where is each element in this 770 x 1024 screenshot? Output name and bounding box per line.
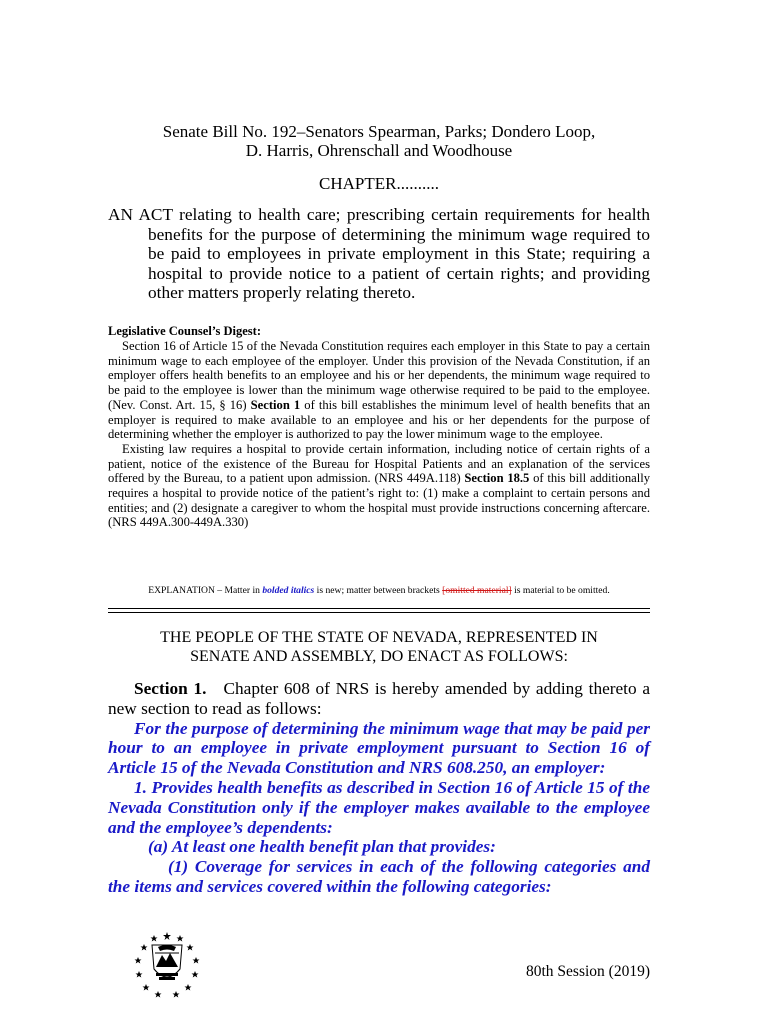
enacting-clause-line-1: THE PEOPLE OF THE STATE OF NEVADA, REPRESENTED IN: [160, 629, 598, 646]
enacting-clause: [108, 628, 650, 666]
section-1-intro: [108, 679, 650, 719]
section-1-subparagraph-1: (1) Coverage for services in each of the following categories and the items and services covered within the following categories:: [108, 857, 650, 896]
digest-body: [108, 339, 650, 530]
section-1-paragraph-a: (a) At least one health benefit plan that provides:: [148, 837, 496, 857]
section-1-label: Section 1.: [134, 679, 207, 698]
section-1-intro-text: Chapter 608 of NRS is hereby amended by adding thereto a new section to read as follows:: [108, 679, 650, 718]
digest-p1-text-b: of this bill establishes the minimum level of health benefits that an employer is required to make available to an employee and his or her dependents for the purpose of determining whether the employer is authorized to pay the lower minimum wage to the employee.: [108, 397, 651, 442]
digest-p1-bold: Section 1: [250, 397, 301, 412]
session-label: 80th Session (2019): [526, 963, 650, 980]
digest-p1-text-a: Section 16 of Article 15 of the Nevada Constitution requires each employer in this State to pay a certain minimum wage to each employee of the employer. Under this provision of the Nevada Constitution, if an employer offers health benefits to an employee and his or her dependents, the minimum wage required to be paid to the employee is lower than the minimum wage otherwise required to be paid to the employee. (Nev. Const. Art. 15, § 16): [108, 339, 650, 412]
bill-heading-line-2: D. Harris, Ohrenschall and Woodhouse: [245, 141, 513, 160]
section-1-subsection-1: 1. Provides health benefits as described in Section 16 of Article 15 of the Nevada Constitution only if the employer makes available to the employee and the employee’s dependents:: [108, 777, 650, 837]
explanation-note: [108, 585, 650, 597]
explanation-prefix: EXPLANATION – Matter in: [148, 585, 263, 596]
enacting-clause-line-2: SENATE AND ASSEMBLY, DO ENACT AS FOLLOWS:: [190, 648, 568, 665]
digest-p2-text-b: of this bill additionally requires a hospital to provide notice of the patient’s right to: (1) make a complaint to certain persons and entities; and (2) designate a caregiver to whom the hospital must provide instructions concerning aftercare. (NRS 449A.300-449A.330): [108, 471, 650, 530]
nevada-state-seal-icon: [132, 929, 202, 999]
explanation-omit-term: [omitted material]: [442, 585, 512, 596]
digest-paragraph-1: [108, 339, 650, 442]
digest-p2-bold: Section 18.5: [464, 471, 530, 486]
bill-heading-line-1: Senate Bill No. 192–Senators Spearman, Parks; Dondero Loop,: [162, 122, 596, 141]
section-1-body: [108, 679, 650, 897]
digest-title: Legislative Counsel’s Digest:: [108, 324, 261, 338]
divider-rule-top: [108, 608, 650, 609]
section-1-paragraph-1: For the purpose of determining the minimum wage that may be paid per hour to an employee in private employment pursuant to Section 16 of Article 15 of the Nevada Constitution and NRS 608.250, an employer:: [108, 718, 650, 778]
divider-rule-bottom: [108, 612, 650, 613]
explanation-middle: is new; matter between brackets: [314, 585, 443, 596]
chapter-label: CHAPTER..........: [319, 174, 439, 193]
explanation-suffix: is material to be omitted.: [511, 585, 610, 596]
act-title: AN ACT relating to health care; prescribing certain requirements for health benefits for the purpose of determining the minimum wage required to be paid to employees in private employment in this State; requiring a hospital to provide notice to a patient of certain rights; and providing other matters properly relating thereto.: [108, 205, 650, 303]
digest-paragraph-2: [108, 442, 650, 530]
explanation-new-term: bolded italics: [262, 585, 315, 596]
digest-p2-text-a: Existing law requires a hospital to provide certain information, including notice of certain rights of a patient, notice of the existence of the Bureau for Hospital Patients and an explanation of the services offered by the Bureau, to a patient upon admission. (NRS 449A.118): [108, 441, 650, 486]
